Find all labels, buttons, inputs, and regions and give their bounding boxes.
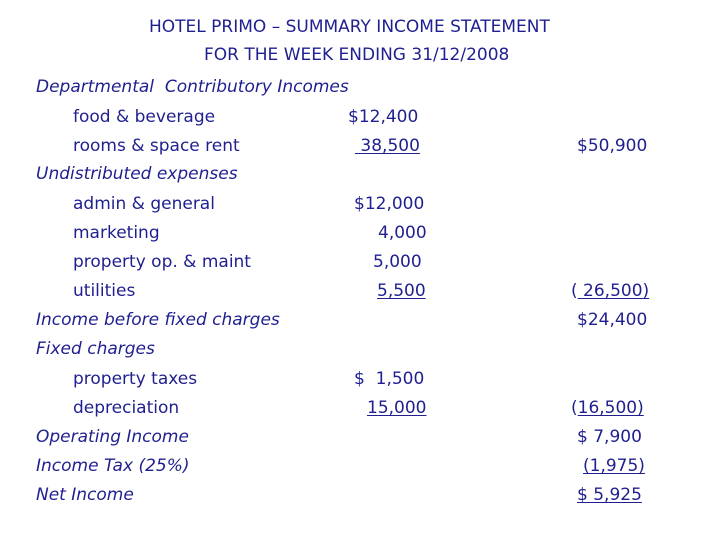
marketing-label: marketing [73, 223, 160, 243]
undistributed-total-paren: ( [571, 281, 578, 301]
admin-amount: $12,000 [354, 194, 425, 214]
rooms-amount: 38,500 [355, 136, 420, 156]
undistributed-total-value: 26,500) [577, 281, 650, 301]
utilities-amount: 5,500 [377, 281, 426, 301]
property-taxes-amount: $ 1,500 [354, 369, 425, 389]
income-before-fixed-total: $24,400 [577, 310, 648, 330]
net-income-label: Net Income [36, 485, 134, 505]
income-before-fixed-label: Income before fixed charges [36, 310, 280, 330]
departmental-total: $50,900 [577, 136, 648, 156]
food-beverage-label: food & beverage [73, 107, 216, 127]
income-tax-total: (1,975) [583, 456, 645, 476]
food-beverage-amount: $12,400 [348, 107, 419, 127]
undistributed-total [571, 280, 649, 302]
statement-title: HOTEL PRIMO – SUMMARY INCOME STATEMENT [149, 17, 550, 37]
fixed-heading: Fixed charges [36, 339, 155, 359]
rooms-label: rooms & space rent [73, 136, 240, 156]
fixed-total [571, 397, 644, 419]
net-income-total: $ 5,925 [577, 485, 642, 505]
departmental-heading: Departmental Contributory Incomes [36, 77, 349, 97]
depreciation-amount: 15,000 [367, 398, 427, 418]
statement-subtitle: FOR THE WEEK ENDING 31/12/2008 [204, 45, 510, 65]
fixed-total-value: 16,500) [577, 398, 644, 418]
marketing-amount: 4,000 [378, 223, 427, 243]
income-tax-label: Income Tax (25%) [36, 456, 190, 476]
property-taxes-label: property taxes [73, 369, 198, 389]
operating-income-total: $ 7,900 [577, 427, 642, 447]
utilities-label: utilities [73, 281, 136, 301]
fixed-total-paren: ( [571, 398, 578, 418]
undistributed-heading: Undistributed expenses [36, 164, 238, 184]
property-op-amount: 5,000 [373, 252, 422, 272]
property-op-label: property op. & maint [73, 252, 251, 272]
admin-label: admin & general [73, 194, 215, 214]
operating-income-label: Operating Income [36, 427, 189, 447]
depreciation-label: depreciation [73, 398, 180, 418]
